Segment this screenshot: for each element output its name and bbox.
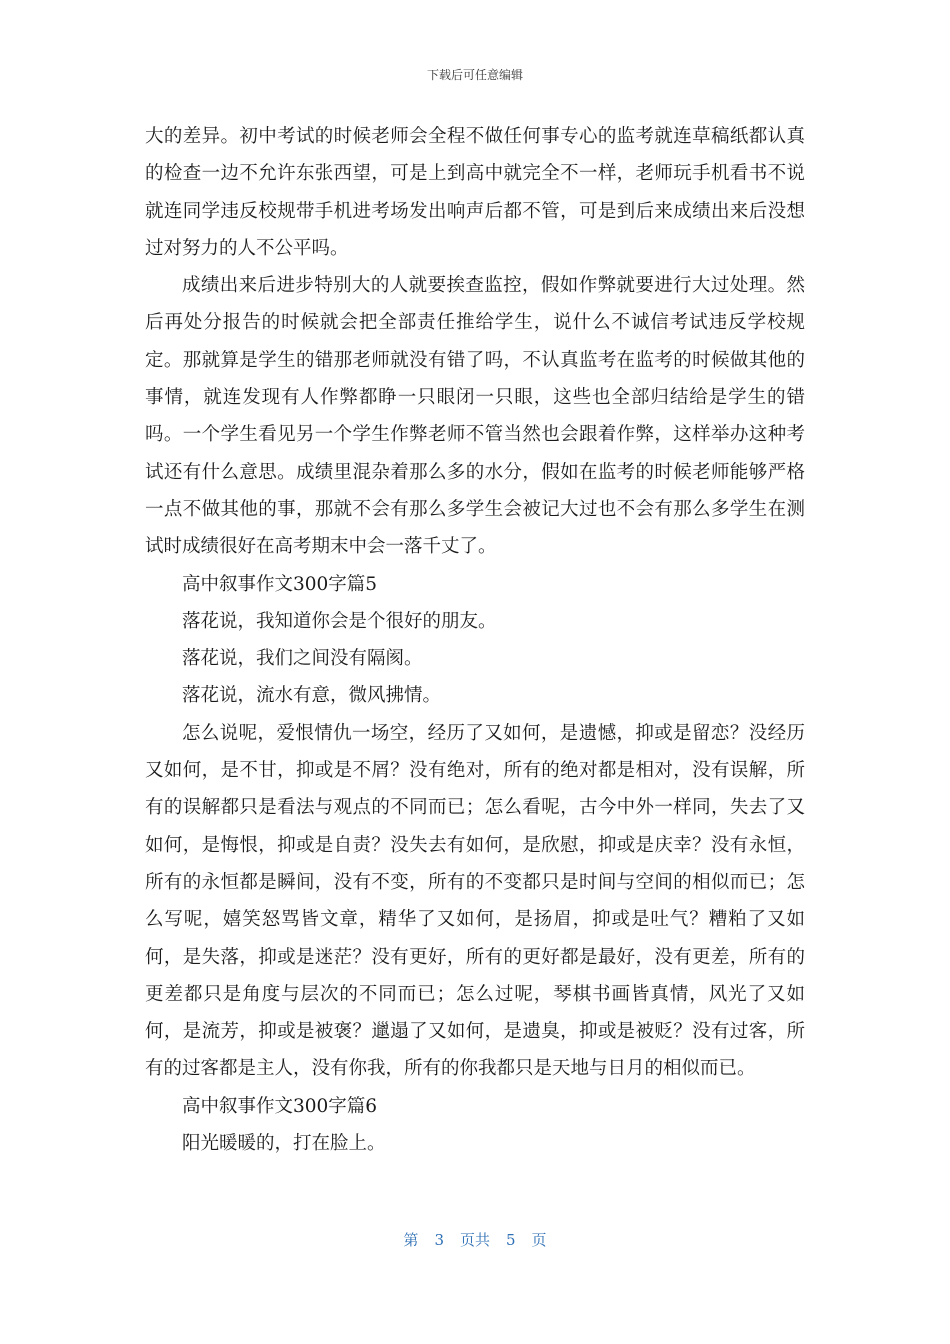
paragraph: 阳光暖暖的，打在脸上。	[182, 1133, 386, 1155]
section-heading: 高中叙事作文300字篇5	[182, 573, 378, 595]
page-header: 下载后可任意编辑	[426, 68, 523, 82]
section-heading: 高中叙事作文300字篇6	[182, 1095, 378, 1117]
paragraph: 怎么说呢，爱恨情仇一场空，经历了又如何，是遗憾，抑或是留恋？没经历又如何，是不甘，抑或是不屑？没有绝对，所有的绝对都是相对，没有误解，所有的误解都只是看法与观点的不同而已；怎么看呢，古今中外一样同，失去了又如何，是悔恨，抑或是自责？没失去有如何，是欣慰，抑或是庆幸？没有永恒，所有的永恒都是瞬间，没有不变，所有的不变都只是时间与空间的相似而已；怎么写呢，嬉笑怒骂皆文章，精华了又如何，是扬眉，抑或是吐气？糟粕了又如何，是失落，抑或是迷茫？没有更好，所有的更好都是最好，没有更差，所有的更差都只是角度与层次的不同而已；怎么过呢，琴棋书画皆真情，风光了又如何，是流芳，抑或是被褒？邋遢了又如何，是遗臭，抑或是被贬？没有过客，所有的过客都是主人，没有你我，所有的你我都只是天地与日月的相似而已。	[145, 722, 805, 1080]
paragraph: 成绩出来后进步特别大的人就要挨查监控，假如作弊就要进行大过处理。然后再处分报告的时候就会把全部责任推给学生，说什么不诚信考试违反学校规定。那就算是学生的错那老师就没有错了吗，不认真监考在监考的时候做其他的事情，就连发现有人作弊都睁一只眼闭一只眼，这些也全部归结给是学生的错吗。一个学生看见另一个学生作弊老师不管当然也会跟着作弊，这样举办这种考试还有什么意思。成绩里混杂着那么多的水分，假如在监考的时候老师能够严格一点不做其他的事，那就不会有那么多学生会被记大过也不会有那么多学生在测试时成绩很好在高考期末中会一落千丈了。	[145, 275, 805, 558]
end-label: 页	[531, 1231, 547, 1249]
of-label: 页共	[459, 1231, 490, 1249]
paragraph: 落花说，我们之间没有隔阂。	[182, 648, 423, 670]
total-pages: 5	[506, 1231, 516, 1249]
paragraph: 落花说，流水有意，微风拂情。	[182, 685, 442, 707]
page-number: 3	[434, 1231, 444, 1249]
paragraph: 落花说，我知道你会是个很好的朋友。	[182, 610, 497, 632]
document-body	[145, 118, 805, 1162]
page-label: 第	[403, 1231, 419, 1249]
page-footer	[0, 1229, 950, 1250]
paragraph: 大的差异。初中考试的时候老师会全程不做任何事专心的监考就连草稿纸都认真的检查一边不允许东张西望，可是上到高中就完全不一样，老师玩手机看书不说就连同学违反校规带手机进考场发出响声后都不管，可是到后来成绩出来后没想过对努力的人不公平吗。	[145, 126, 805, 259]
